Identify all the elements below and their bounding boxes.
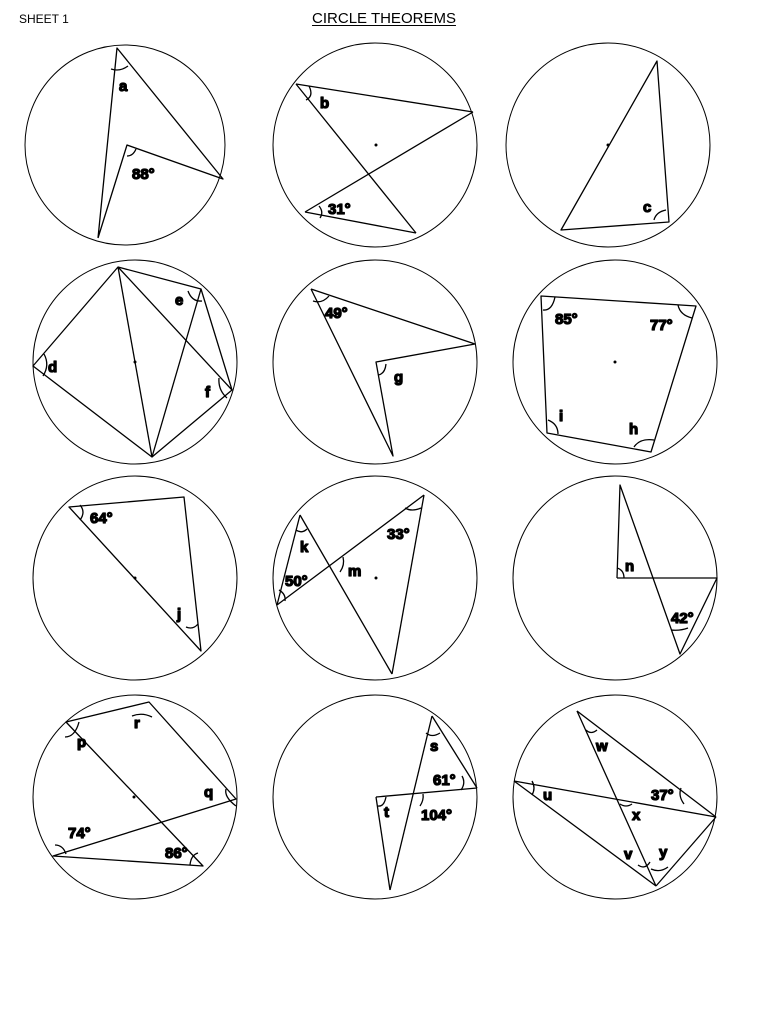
angle-label-50: 50°	[285, 573, 308, 590]
diagram-def	[33, 260, 237, 464]
angle-label-m: m	[348, 563, 362, 580]
diagram-g	[273, 260, 477, 464]
angle-label-86: 86°	[165, 845, 188, 862]
angle-label-n: n	[625, 558, 635, 575]
angle-label-j: j	[177, 606, 182, 623]
angle-label-e: e	[175, 292, 184, 309]
angle-label-b: b	[320, 95, 330, 112]
angle-label-61: 61°	[433, 772, 456, 789]
diagram-uvwxy	[513, 695, 717, 899]
angle-label-q: q	[204, 784, 214, 801]
angle-label-x: x	[632, 807, 641, 824]
angle-label-104: 104°	[421, 807, 453, 824]
angle-label-88: 88°	[132, 166, 155, 183]
angle-label-s: s	[430, 738, 439, 755]
angle-label-c: c	[643, 199, 652, 216]
angle-label-g: g	[394, 369, 404, 386]
angle-label-t: t	[384, 804, 389, 821]
angle-label-31: 31°	[328, 201, 351, 218]
angle-label-64: 64°	[90, 510, 113, 527]
diagram-c	[506, 43, 710, 247]
angle-label-74: 74°	[68, 825, 91, 842]
angle-label-h: h	[629, 421, 639, 438]
diagram-st	[273, 695, 477, 899]
angle-label-y: y	[659, 844, 668, 861]
angle-label-p: p	[77, 734, 87, 751]
diagram-b	[273, 43, 477, 247]
angle-label-42: 42°	[671, 610, 694, 627]
page-title: CIRCLE THEOREMS	[312, 10, 456, 27]
angle-label-33: 33°	[387, 526, 410, 543]
diagram-n	[513, 476, 717, 680]
angle-label-37: 37°	[651, 787, 674, 804]
angle-label-w: w	[596, 738, 608, 755]
diagram-hi	[513, 260, 717, 464]
diagram-a	[25, 45, 225, 245]
angle-label-f: f	[205, 384, 210, 401]
sheet-number: SHEET 1	[19, 12, 69, 26]
angle-label-77: 77°	[650, 317, 673, 334]
angle-label-i: i	[559, 408, 564, 425]
angle-label-u: u	[543, 787, 553, 804]
angle-label-k: k	[300, 539, 309, 556]
angle-label-v: v	[624, 846, 633, 863]
diagram-km	[273, 476, 477, 680]
diagram-j	[33, 476, 237, 680]
angle-label-d: d	[48, 359, 58, 376]
angle-label-85: 85°	[555, 311, 578, 328]
angle-label-a: a	[119, 78, 128, 95]
angle-label-r: r	[134, 715, 140, 732]
angle-label-49: 49°	[325, 305, 348, 322]
diagram-pqr	[33, 695, 237, 899]
